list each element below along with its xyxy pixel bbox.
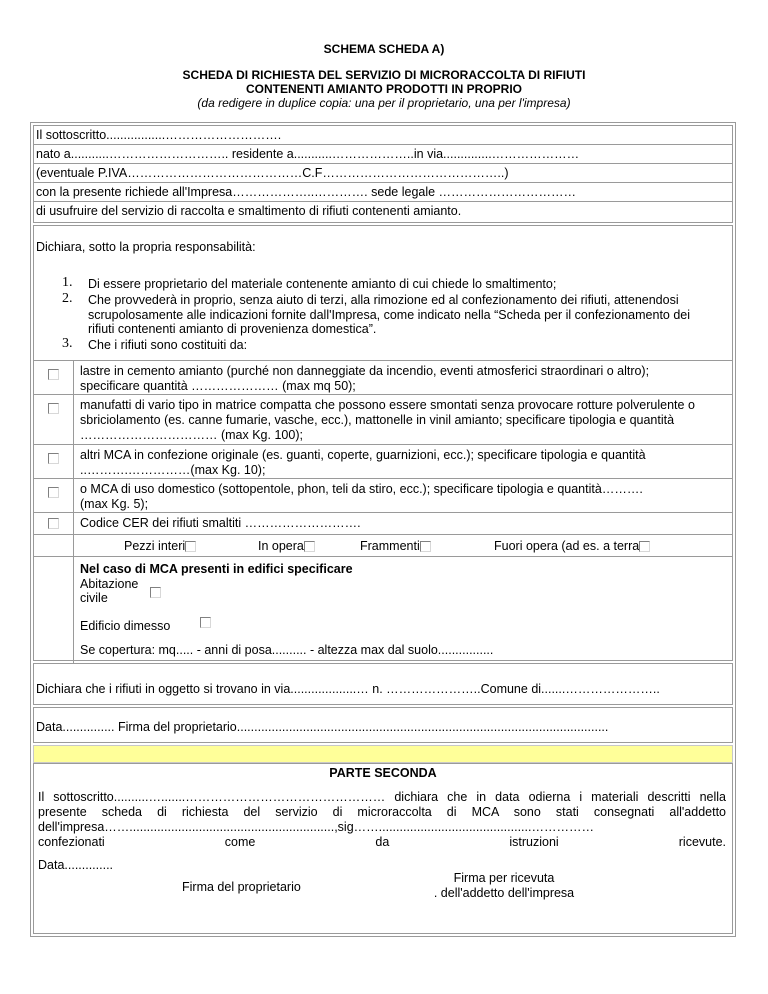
waste-checkbox[interactable] <box>48 453 59 464</box>
copertura-line[interactable]: Se copertura: mq..... - anni di posa.......... - altezza max dal suolo................ <box>80 643 494 657</box>
signature-section <box>33 707 733 743</box>
identity-line[interactable]: nato a...........……………………….. residente a...........………………..in via..............………………… <box>34 145 732 164</box>
declaration-item <box>88 293 690 337</box>
list-number: 2. <box>62 291 73 306</box>
identity-line[interactable]: con la presente richiede all'Impresa………………..…………. sede legale …………………………… <box>34 183 732 202</box>
waste-checkbox[interactable] <box>48 487 59 498</box>
fuori-checkbox[interactable] <box>639 541 650 552</box>
paragraph-line: presente scheda di richiesta del servizio di microraccolta di MCA sono stati consegnati all'addetto <box>38 805 726 819</box>
waste-checkbox[interactable] <box>48 369 59 380</box>
part-two-title: PARTE SECONDA <box>329 766 437 780</box>
part-two-section <box>33 763 733 934</box>
frammenti-checkbox[interactable] <box>420 541 431 552</box>
abitazione-line: civile <box>80 591 108 605</box>
subtitle-line: SCHEDA DI RICHIESTA DEL SERVIZIO DI MICRORACCOLTA DI RIFIUTI <box>182 68 586 82</box>
waste-text: manufatti di vario tipo in matrice compatta che possono essere smontati senza provocare rotture polverulente o <box>80 398 695 412</box>
waste-text: specificare quantità ………………… (max mq 50); <box>80 379 356 393</box>
option-label: Fuori opera (ad es. a terra <box>494 539 640 553</box>
identity-line[interactable]: (eventuale P.IVA……………………………………C.F……………………………………..) <box>34 164 732 183</box>
waste-text: lastre in cemento amianto (purché non danneggiate da incendio, eventi atmosferici straordinari o altro); <box>80 364 650 378</box>
form-title: SCHEMA SCHEDA A) <box>323 42 445 56</box>
abitazione-checkbox[interactable] <box>150 587 161 598</box>
list-number: 1. <box>62 275 73 290</box>
option-label: Frammenti <box>360 539 420 553</box>
waste-text: Codice CER dei rifiuti smaltiti ………………………. <box>80 516 361 530</box>
waste-text: (max Kg. 5); <box>80 497 149 511</box>
waste-row <box>34 361 732 395</box>
options-row <box>34 535 732 557</box>
identity-section <box>33 125 733 223</box>
owner-signature-label: Firma del proprietario <box>182 880 301 894</box>
part-two-paragraph <box>38 790 726 850</box>
buildings-row <box>34 557 732 663</box>
opera-checkbox[interactable] <box>304 541 315 552</box>
waste-table <box>34 360 732 657</box>
list-number: 3. <box>62 336 73 351</box>
waste-text: sbriciolamento (es. canne fumarie, vasche, ecc.), mattonelle in vinil amianto; specificare tipologia e quantità <box>80 413 675 427</box>
receipt-line: Firma per ricevuta <box>453 871 555 885</box>
abitazione-label <box>80 577 138 605</box>
paragraph-line: Il sottoscritto..........….......………………………………………… dichiara che in data odierna i materiali descritti nella <box>38 790 726 804</box>
dimesso-label: Edificio dimesso <box>80 619 171 633</box>
declaration-item-line: rifiuti contenenti amianto di provenienza domestica”. <box>88 322 377 336</box>
waste-row <box>34 513 732 535</box>
declaration-item: Che i rifiuti sono costituiti da: <box>88 338 248 352</box>
pezzi-checkbox[interactable] <box>185 541 196 552</box>
option-label: In opera <box>258 539 304 553</box>
form-subtitle <box>0 68 768 96</box>
waste-checkbox[interactable] <box>48 518 59 529</box>
waste-row <box>34 445 732 479</box>
declaration-intro: Dichiara, sotto la propria responsabilità: <box>36 240 256 254</box>
receipt-signature-label <box>414 871 594 901</box>
waste-text: …………………………… (max Kg. 100); <box>80 428 303 442</box>
declaration-item-line: scrupolosamente alle indicazioni fornite dall'Impresa, come indicato nella “Scheda per il confezionamento dei <box>88 307 691 322</box>
declaration-item: Di essere proprietario del materiale contenente amianto di cui chiede lo smaltimento; <box>88 277 557 291</box>
subtitle-line: CONTENENTI AMIANTO PRODOTTI IN PROPRIO <box>245 82 522 96</box>
option-label: Pezzi interi <box>124 539 186 553</box>
buildings-title: Nel caso di MCA presenti in edifici specificare <box>80 562 353 576</box>
location-line[interactable]: Dichiara che i rifiuti in oggetto si trovano in via...................… n. …………………..Comune di.......………………….. <box>36 682 660 696</box>
waste-text: o MCA di uso domestico (sottopentole, phon, teli da stiro, ecc.); specificare tipologia e quantità………. <box>80 482 643 496</box>
form-frame <box>30 122 736 937</box>
location-section <box>33 663 733 705</box>
declaration-item-line: Che provvederà in proprio, senza aiuto di terzi, alla rimozione ed al confezionamento dei rifiuti, attenendosi <box>88 293 679 307</box>
part-two-date[interactable]: Data.............. <box>38 858 114 872</box>
receipt-line: . dell'addetto dell'impresa <box>433 886 575 900</box>
signature-line[interactable]: Data............... Firma del proprietario........................................................................................................... <box>36 720 609 734</box>
abitazione-line: Abitazione <box>80 577 139 591</box>
yellow-separator <box>33 745 733 763</box>
dimesso-checkbox[interactable] <box>200 617 211 628</box>
waste-text: ..……….……………(max Kg. 10); <box>80 463 266 477</box>
identity-line[interactable]: Il sottoscritto.................………………………. <box>34 126 732 145</box>
waste-row <box>34 479 732 513</box>
identity-line: di usufruire del servizio di raccolta e smaltimento di rifiuti contenenti amianto. <box>36 204 462 218</box>
paragraph-line: confezionati come da istruzioni ricevute. <box>38 835 726 849</box>
waste-row <box>34 395 732 445</box>
paragraph-line: dell'impresa……...........................................................,sig……............................................…………… <box>38 820 594 834</box>
declaration-section <box>33 225 733 661</box>
form-note: (da redigere in duplice copia: una per il proprietario, una per l'impresa) <box>197 96 571 110</box>
waste-text: altri MCA in confezione originale (es. guanti, coperte, guarnizioni, ecc.); specificare tipologia e quantità <box>80 448 646 462</box>
waste-checkbox[interactable] <box>48 403 59 414</box>
